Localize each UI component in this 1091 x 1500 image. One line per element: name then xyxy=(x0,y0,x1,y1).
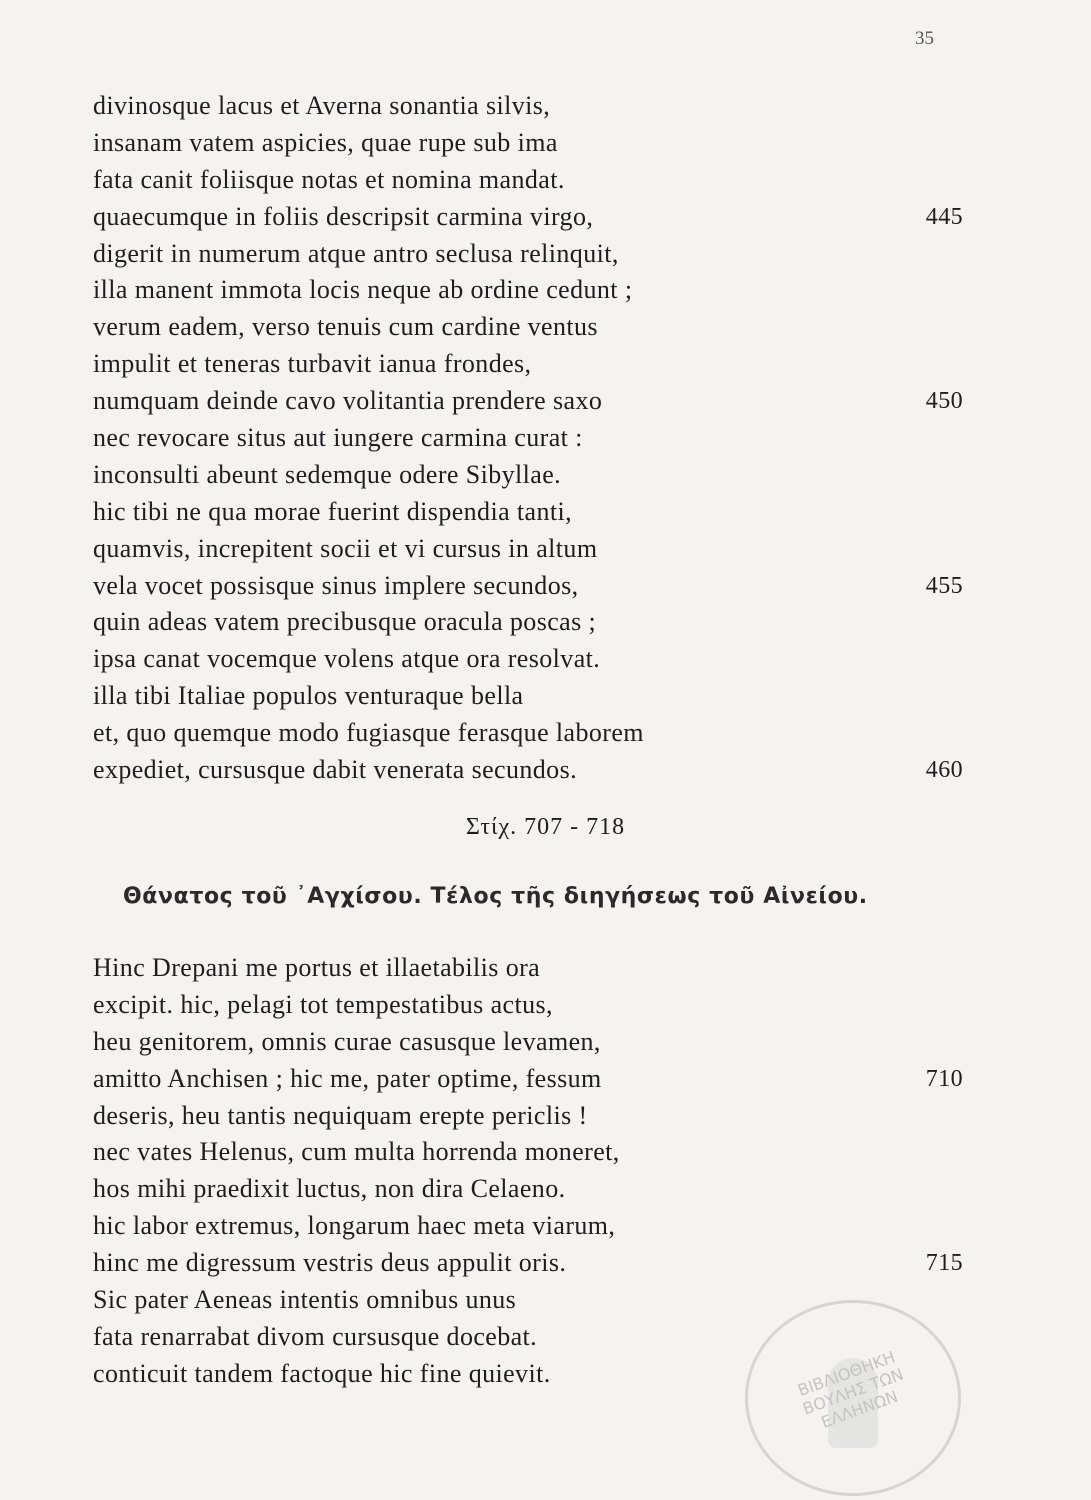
verse-text: hic tibi ne qua morae fuerint dispendia tanti, xyxy=(93,496,573,526)
verse-text: Hinc Drepani me portus et illaetabilis ora xyxy=(93,953,541,982)
verse-text: excipit. hic, pelagi tot tempestatibus actus, xyxy=(93,989,553,1019)
verse-text: illa tibi Italiae populos venturaque bella xyxy=(93,681,524,711)
verse-text: illa manent immota locis neque ab ordine cedunt ; xyxy=(93,275,633,305)
verse-text: verum eadem, verso tenuis cum cardine ventus xyxy=(93,312,598,342)
verse-line xyxy=(93,162,963,199)
verse-line xyxy=(93,715,963,752)
verse-text: hos mihi praedixit luctus, non dira Celaeno. xyxy=(93,1174,566,1204)
line-number: 455 xyxy=(925,572,963,599)
verse-line xyxy=(93,1061,963,1098)
verse-text: digerit in numerum atque antro seclusa relinquit, xyxy=(93,238,619,268)
verse-text: quin adeas vatem precibusque oracula poscas ; xyxy=(93,607,597,637)
verse-text: conticuit tandem factoque hic fine quievit. xyxy=(93,1358,551,1388)
verse-text: quamvis, increpitent socii et vi cursus in altum xyxy=(93,533,598,563)
verse-line xyxy=(93,604,963,641)
verse-line xyxy=(93,1208,963,1245)
verse-text: fata canit foliisque notas et nomina mandat. xyxy=(93,164,565,194)
line-number: 450 xyxy=(925,388,963,415)
verse-line xyxy=(93,346,963,383)
verse-text: numquam deinde cavo volitantia prendere saxo xyxy=(93,386,603,416)
verse-text: fata renarrabat divom cursusque docebat. xyxy=(93,1321,538,1351)
poem-block-1 xyxy=(93,88,963,789)
verse-line xyxy=(93,494,963,531)
verse-text: ipsa canat vocemque volens atque ora resolvat. xyxy=(93,644,601,674)
verse-text: impulit et teneras turbavit ianua frondes, xyxy=(93,349,532,379)
verse-text: hinc me digressum vestris deus appulit oris. xyxy=(93,1248,567,1278)
verse-line xyxy=(93,309,963,346)
verse-text: vela vocet possisque sinus implere secundos, xyxy=(93,570,579,600)
verse-text: quaecumque in foliis descripsit carmina virgo, xyxy=(93,201,594,231)
verse-line xyxy=(93,88,963,125)
verse-text: expediet, cursusque dabit venerata secundos. xyxy=(93,755,577,785)
verse-text: Sic pater Aeneas intentis omnibus unus xyxy=(93,1285,517,1315)
verse-text: hic labor extremus, longarum haec meta viarum, xyxy=(93,1211,616,1241)
verse-line xyxy=(93,1024,963,1061)
verse-line xyxy=(93,1245,963,1282)
verse-text: deseris, heu tantis nequiquam erepte periclis ! xyxy=(93,1100,588,1130)
verse-text: inconsulti abeunt sedemque odere Sibyllae. xyxy=(93,459,562,489)
section-title: Θάνατος τοῦ ᾿Αγχίσου. Τέλος τῆς διηγήσεως τοῦ Αἰνείου. xyxy=(123,884,868,909)
verse-line xyxy=(93,199,963,236)
stamp-text: ΒΙΒΛΙΟΘΗΚΗ ΒΟΥΛΗΣ ΤΩΝ ΕΛΛΗΝΩΝ xyxy=(795,1347,906,1432)
line-number: 710 xyxy=(925,1065,963,1092)
verse-line xyxy=(93,1134,963,1171)
line-number: 445 xyxy=(925,203,963,230)
verse-text: heu genitorem, omnis curae casusque levamen, xyxy=(93,1026,601,1056)
verse-line xyxy=(93,236,963,273)
verse-line xyxy=(93,383,963,420)
verse-line xyxy=(93,987,963,1024)
verse-line xyxy=(93,1171,963,1208)
verse-line xyxy=(93,531,963,568)
verse-line xyxy=(93,420,963,457)
page-number: 35 xyxy=(915,28,934,49)
verse-text: amitto Anchisen ; hic me, pater optime, fessum xyxy=(93,1063,602,1093)
verse-text: divinosque lacus et Averna sonantia silvis, xyxy=(93,91,551,120)
section-reference: Στίχ. 707 - 718 xyxy=(465,814,626,840)
verse-text: et, quo quemque modo fugiasque ferasque laborem xyxy=(93,718,644,748)
library-stamp xyxy=(745,1300,961,1496)
line-number: 715 xyxy=(925,1250,963,1277)
verse-text: nec revocare situs aut iungere carmina curat : xyxy=(93,423,583,453)
verse-line xyxy=(93,272,963,309)
verse-line xyxy=(93,1098,963,1135)
verse-text: insanam vatem aspicies, quae rupe sub ima xyxy=(93,127,558,157)
verse-line xyxy=(93,457,963,494)
line-number: 460 xyxy=(925,757,963,784)
verse-text: nec vates Helenus, cum multa horrenda moneret, xyxy=(93,1137,620,1167)
verse-line xyxy=(93,641,963,678)
verse-line xyxy=(93,125,963,162)
verse-line xyxy=(93,950,963,987)
verse-line xyxy=(93,752,963,789)
verse-line xyxy=(93,568,963,605)
verse-line xyxy=(93,678,963,715)
